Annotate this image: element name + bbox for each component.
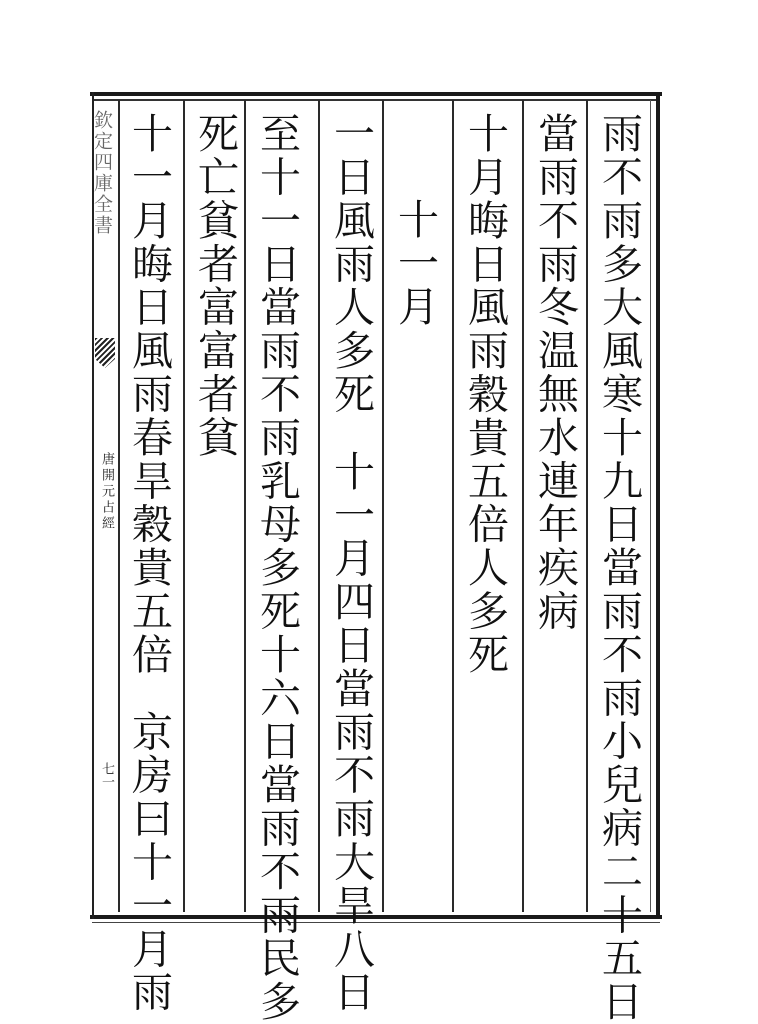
column-rule bbox=[244, 100, 246, 912]
text-column-4: 十一月 bbox=[391, 198, 439, 329]
text-column-7: 死亡貧者富富者貧 bbox=[191, 112, 239, 460]
text-column-5 bbox=[328, 112, 374, 1014]
text-column-3: 十月晦日風雨穀貴五倍人多死 bbox=[461, 112, 509, 677]
text-column-2: 當雨不雨冬温無水連年疾病 bbox=[531, 112, 579, 633]
column-rule bbox=[183, 100, 185, 912]
book-title: 欽定四庫全書 bbox=[91, 110, 113, 236]
frame-top-border bbox=[90, 92, 662, 96]
frame-bottom-inner-border bbox=[92, 922, 660, 923]
frame-bottom-border bbox=[90, 915, 662, 919]
frame-top-inner-border bbox=[92, 99, 660, 101]
text-column-8 bbox=[126, 112, 172, 1014]
text-column-1: 雨不雨多大風寒十九日當雨不雨小兒病二十五日 bbox=[595, 112, 643, 1024]
column-rule bbox=[382, 100, 384, 912]
column-rule bbox=[522, 100, 524, 912]
text-column-6: 至十一日當雨不雨乳母多死十六日當雨不雨民多 bbox=[253, 112, 301, 1024]
column-rule bbox=[586, 100, 588, 912]
text-column-8-part-2: 京房曰十一月雨 bbox=[125, 710, 173, 1015]
text-column-5-part-2: 十一月四日當雨不雨大旱八日 bbox=[327, 449, 375, 1015]
text-column-5-part-1: 一日風雨人多死 bbox=[327, 112, 375, 416]
frame-right-inner-border bbox=[650, 100, 651, 912]
column-rule bbox=[318, 100, 320, 912]
column-rule bbox=[452, 100, 454, 912]
frame-right-border bbox=[656, 92, 660, 919]
chapter-title: 唐開元占經 bbox=[99, 452, 114, 532]
page-number: 七一 bbox=[99, 762, 114, 788]
column-rule bbox=[118, 100, 120, 912]
text-column-8-part-1: 十一月晦日風雨春旱穀貴五倍 bbox=[125, 112, 173, 677]
